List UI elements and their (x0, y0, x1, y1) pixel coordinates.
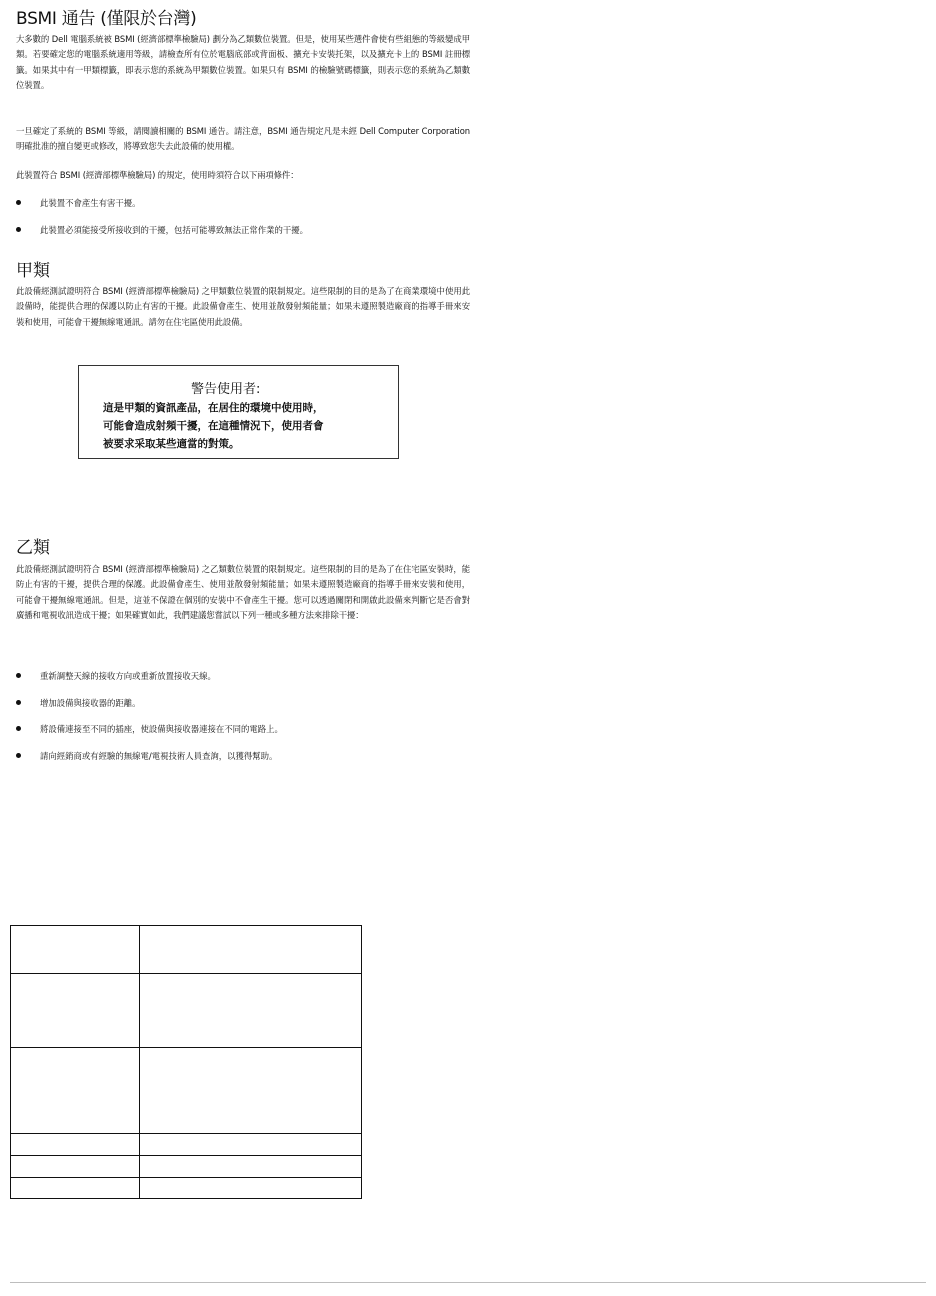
bullet-icon (16, 673, 21, 678)
table-row-divider (11, 1155, 361, 1156)
bullet-icon (16, 700, 21, 705)
class-a-heading: 甲類 (16, 261, 50, 281)
conditions-intro: 此裝置符合 BSMI (經濟部標準檢驗局) 的規定，使用時須符合以下兩項條件： (16, 170, 299, 180)
condition-text: 此裝置不會產生有害干擾。 (40, 198, 141, 208)
warning-line: 可能會造成射頻干擾，在這種情況下，使用者會 (103, 420, 324, 432)
empty-table (10, 925, 362, 1199)
measure-text: 請向經銷商或有經驗的無線電/電視技術人員查詢，以獲得幫助。 (40, 751, 278, 761)
measure-text: 將設備連接至不同的插座，使設備與接收器連接在不同的電路上。 (40, 724, 283, 734)
class-b-heading: 乙類 (16, 538, 50, 558)
condition-text: 此裝置必須能接受所接收到的干擾，包括可能導致無法正常作業的干擾。 (40, 225, 308, 235)
table-row-divider (11, 1177, 361, 1178)
warning-line: 這是甲類的資訊產品，在居住的環境中使用時， (103, 402, 324, 414)
measure-text: 增加設備與接收器的距離。 (40, 698, 141, 708)
bullet-icon (16, 227, 21, 232)
table-row-divider (11, 973, 361, 974)
table-row-divider (11, 1133, 361, 1134)
class-a-paragraph: 此設備經測試證明符合 BSMI (經濟部標準檢驗局) 之甲類數位裝置的限制規定。這些限制的目的是為了在商業環境中使用此設備時，能提供合理的保護以防止有害的干擾。此設備會產生、使用並散發射頻能量；如果未遵照製造廠商的指導手冊來安裝和使用，可能會干擾無線電通訊。請勿在住宅區使用此設備。 (16, 286, 470, 327)
bullet-icon (16, 200, 21, 205)
warning-line: 被要求采取某些適當的對策。 (103, 438, 240, 450)
measure-text: 重新調整天線的接收方向或重新放置接收天線。 (40, 671, 216, 681)
table-column-divider (139, 926, 140, 1198)
page-title: BSMI 通告 (僅限於台灣) (16, 9, 197, 29)
bullet-icon (16, 726, 21, 731)
table-row-divider (11, 1047, 361, 1048)
footer-rule (10, 1282, 926, 1283)
bullet-icon (16, 753, 21, 758)
warning-box (78, 365, 399, 459)
notice-paragraph: 一旦確定了系統的 BSMI 等級，請閱讀相關的 BSMI 通告。請注意，BSMI 通告規定凡是未經 Dell Computer Corporation 明確批准的擅自變更或修改，將導致您失去此設備的使用權。 (16, 126, 470, 152)
intro-paragraph: 大多數的 Dell 電腦系統被 BSMI (經濟部標準檢驗局) 劃分為乙類數位裝置。但是，使用某些選件會使有些組態的等級變成甲類。若要確定您的電腦系統適用等級，請檢查所有位於電腦底部或背面板、擴充卡安裝托架，以及擴充卡上的 BSMI 註冊標籤。如果其中有一甲類標籤，即表示您的系統為甲類數位裝置。如果只有 BSMI 的檢驗號碼標籤，則表示您的系統為乙類數位裝置。 (16, 34, 470, 90)
warning-title: 警告使用者: (191, 382, 261, 397)
class-b-paragraph: 此設備經測試證明符合 BSMI (經濟部標準檢驗局) 之乙類數位裝置的限制規定。這些限制的目的是為了在住宅區安裝時，能防止有害的干擾，提供合理的保護。此設備會產生、使用並散發射頻能量；如果未遵照製造廠商的指導手冊來安裝和使用，可能會干擾無線電通訊。但是，這並不保證在個別的安裝中不會產生干擾。您可以透過關閉和開啟此設備來判斷它是否會對廣播和電視收訊造成干擾；如果確實如此，我們建議您嘗試以下列一種或多種方法來排除干擾： (16, 564, 470, 620)
